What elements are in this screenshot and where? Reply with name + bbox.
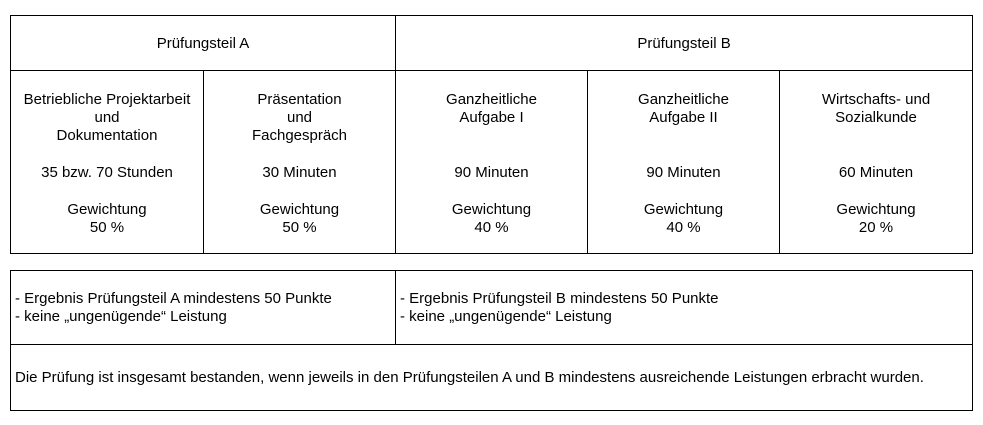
component-title-line: und: [286, 109, 313, 126]
condition-line: - keine „ungenügende“ Leistung: [400, 307, 612, 325]
component-duration: 90 Minuten: [454, 164, 529, 181]
part-b-header: Prüfungsteil B: [396, 16, 973, 71]
component-weight: 50 %: [282, 219, 317, 236]
component-weight: 50 %: [89, 219, 125, 236]
component-duration: 30 Minuten: [262, 164, 337, 181]
condition-line: - Ergebnis Prüfungsteil A mindestens 50 Punkte: [15, 289, 332, 307]
exam-structure-table: [10, 15, 973, 254]
part-a-header: Prüfungsteil A: [11, 16, 396, 71]
pass-conditions-table: [10, 270, 973, 411]
component-title-line: Fachgespräch: [251, 127, 348, 144]
overall-pass-note: Die Prüfung ist insgesamt bestanden, wenn jeweils in den Prüfungsteilen A und B mindestens ausreichende Leistungen erbracht wurden.: [11, 345, 973, 411]
component-title-line: Ganzheitliche: [446, 91, 537, 108]
component-title-line: Aufgabe II: [649, 109, 718, 126]
component-weight-label: Gewichtung: [836, 201, 916, 218]
component-cell: [396, 71, 588, 254]
component-weight-label: Gewichtung: [643, 201, 724, 218]
component-title-line: Sozialkunde: [835, 109, 917, 126]
component-weight-label: Gewichtung: [451, 201, 532, 218]
component-cell: [780, 71, 973, 254]
component-title-line: Präsentation: [257, 91, 342, 108]
part-a-conditions: [11, 271, 396, 345]
component-title-line: Betriebliche Projektarbeit: [23, 91, 191, 108]
component-weight: 40 %: [474, 219, 509, 236]
component-title-line: Dokumentation: [56, 127, 158, 144]
component-title-line: Aufgabe I: [459, 109, 524, 126]
component-duration: 60 Minuten: [838, 164, 914, 181]
component-weight: 40 %: [666, 219, 701, 236]
part-b-conditions: [396, 271, 973, 345]
condition-line: - Ergebnis Prüfungsteil B mindestens 50 Punkte: [400, 289, 719, 307]
component-weight: 20 %: [858, 219, 894, 236]
condition-line: - keine „ungenügende“ Leistung: [15, 307, 227, 325]
component-weight-label: Gewichtung: [67, 201, 147, 218]
component-duration: 35 bzw. 70 Stunden: [41, 164, 173, 181]
component-cell: [588, 71, 780, 254]
component-title-line: Wirtschafts- und: [821, 91, 931, 108]
component-title-line: Ganzheitliche: [638, 91, 729, 108]
component-weight-label: Gewichtung: [259, 201, 340, 218]
component-cell: [11, 71, 204, 254]
component-duration: 90 Minuten: [646, 164, 721, 181]
component-cell: [204, 71, 396, 254]
component-title-line: und: [94, 109, 120, 126]
